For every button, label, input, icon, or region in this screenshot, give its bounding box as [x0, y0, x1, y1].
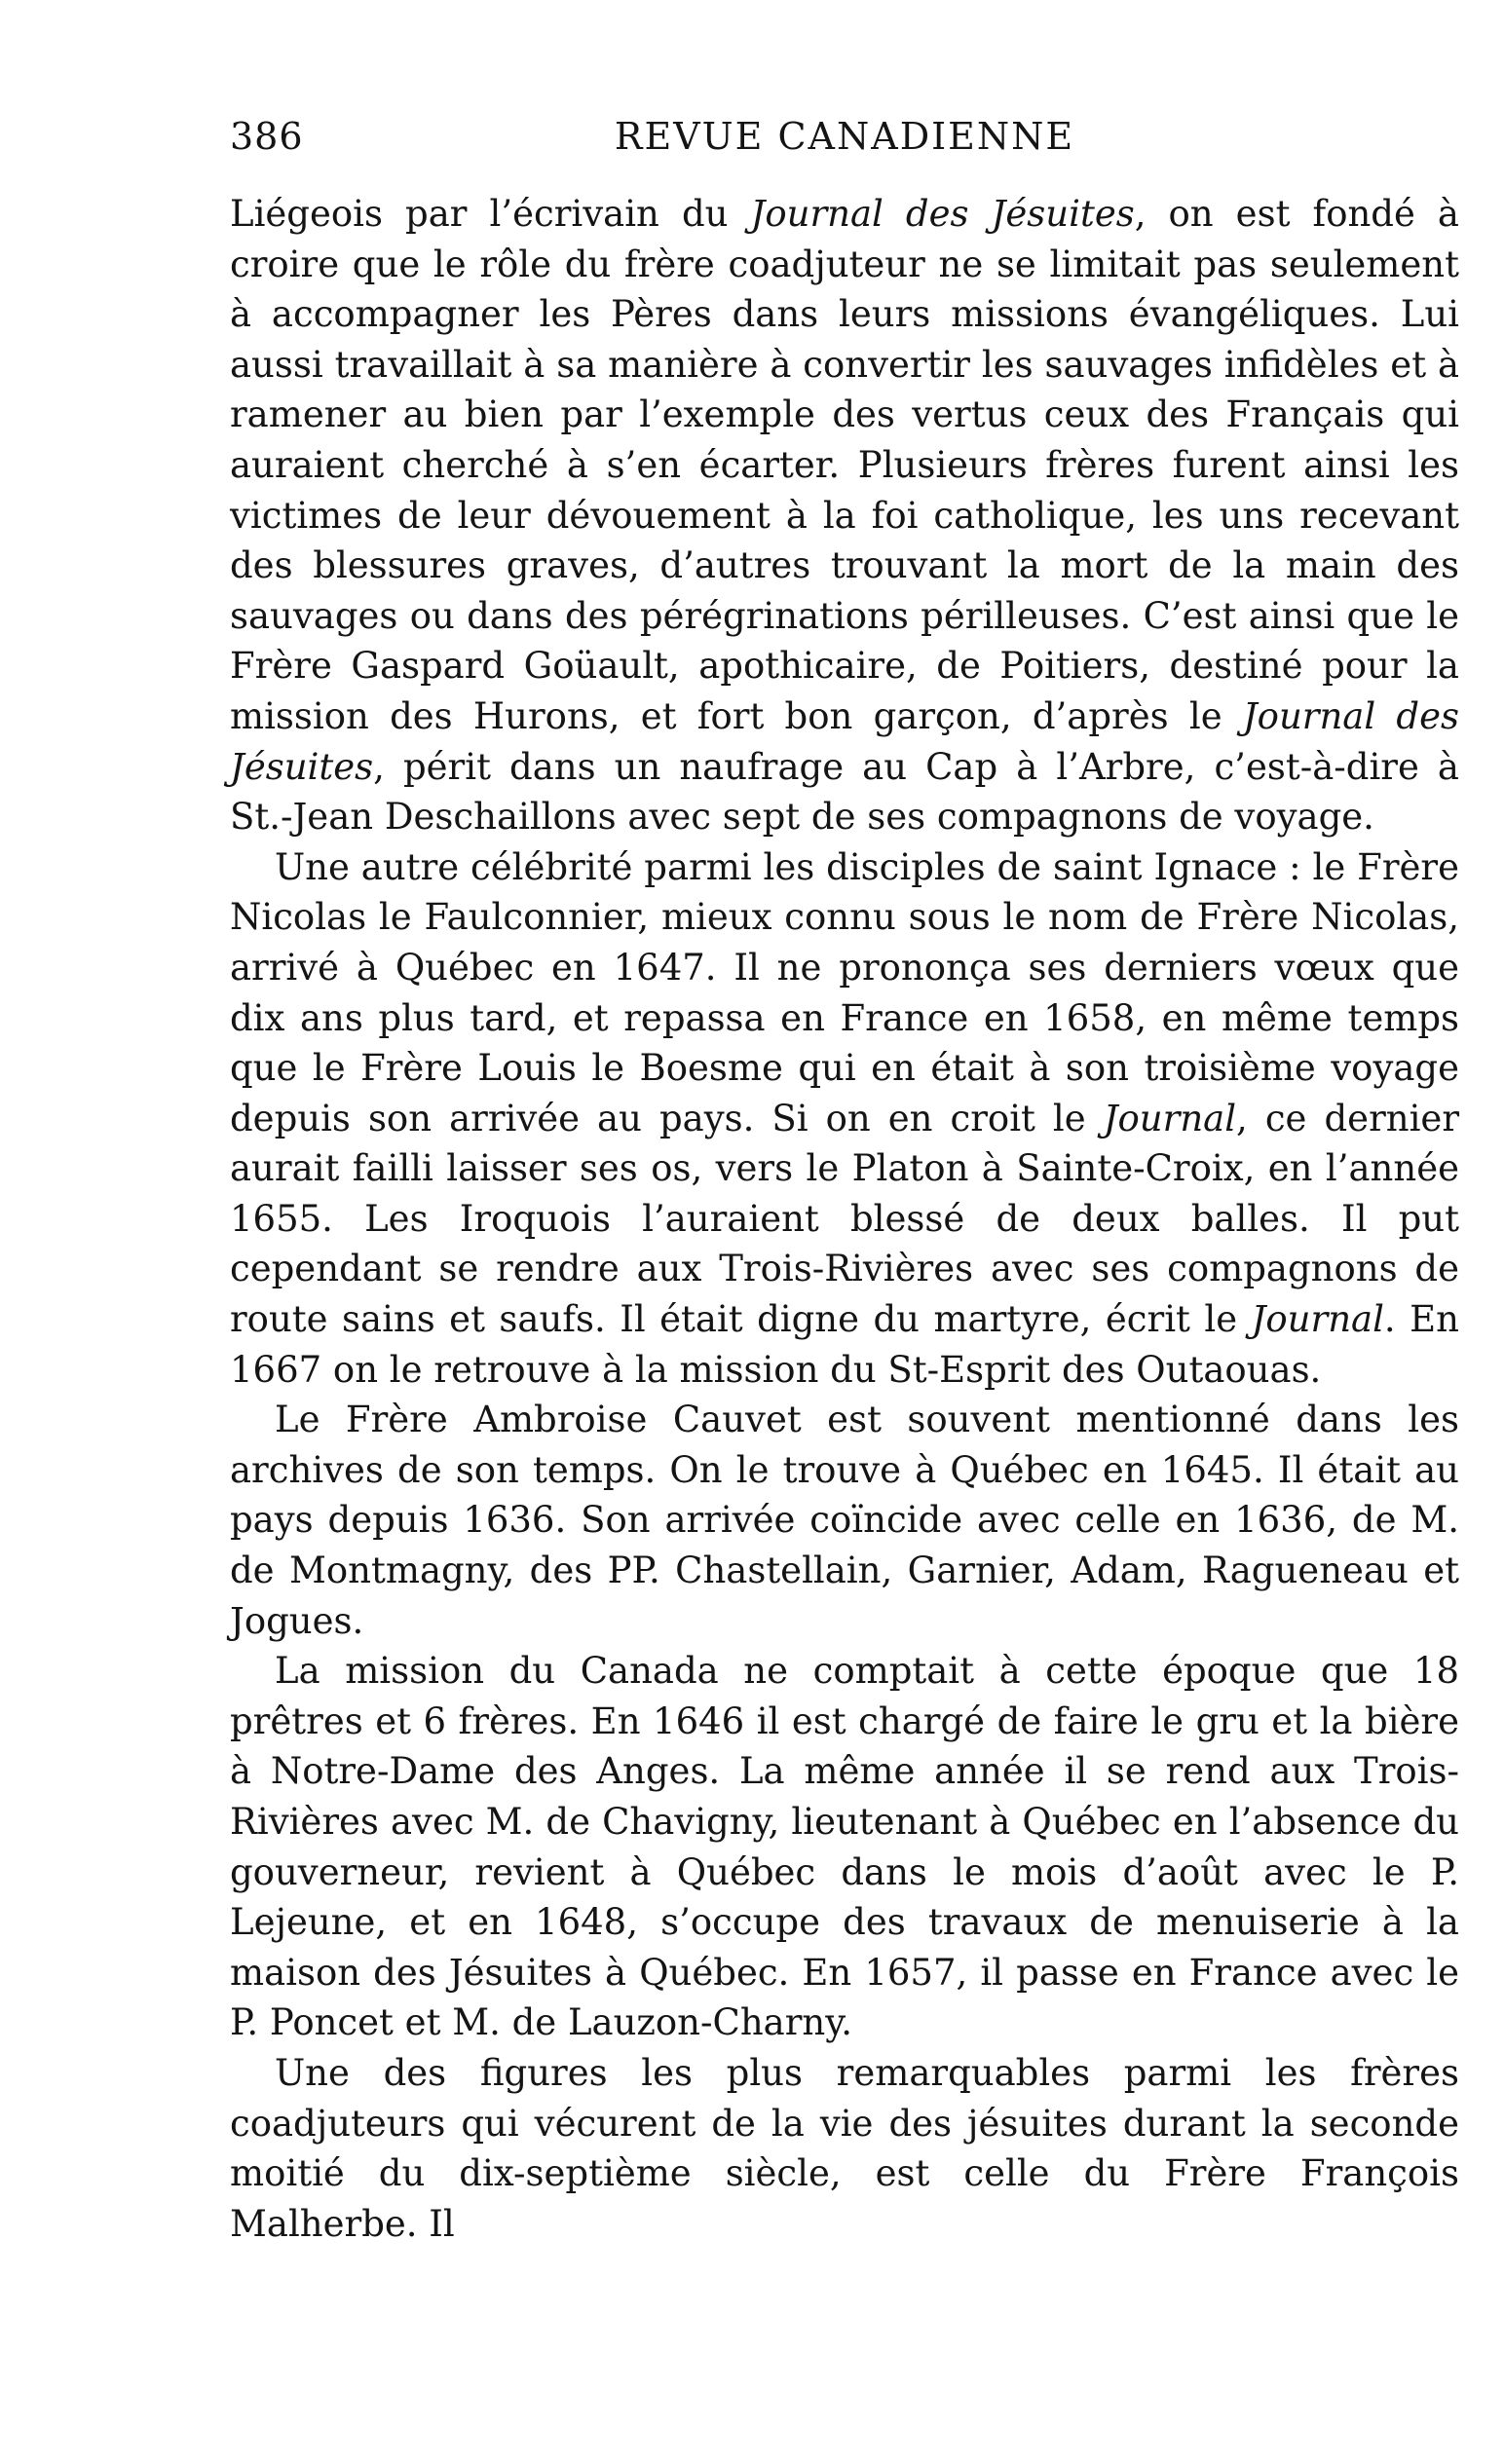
italic-title: Journal des Jésuites	[750, 193, 1135, 235]
paragraph-4: La mission du Canada ne comptait à cette époque que 18 prêtres et 6 frères. En 1646 il est chargé de faire le gru et la bière à Notre-Dame des Anges. La même année il se rend aux Trois-Rivières avec M. de Chavigny, lieutenant à Québec en l’absence du gouverneur, revient à Québec dans le mois d’août avec le P. Lejeune, et en 1648, s’occupe des travaux de menuiserie à la maison des Jésuites à Québec. En 1657, il passe en France avec le P. Poncet et M. de Lauzon-Charny.	[230, 1650, 1459, 2044]
body-text	[230, 189, 1459, 2249]
page-header	[230, 115, 1459, 173]
paragraph-3: Le Frère Ambroise Cauvet est souvent mentionné dans les archives de son temps. On le trouve à Québec en 1645. Il était au pays depuis 1636. Son arrivée coïncide avec celle en 1636, de M. de Montmagny, des PP. Chastellain, Garnier, Adam, Ragueneau et Jogues.	[230, 1399, 1459, 1642]
paragraph-5: Une des figures les plus remarquables parmi les frères coadjuteurs qui vécurent de la vie des jésuites durant la seconde moitié du dix-septième siècle, est celle du Frère François Malherbe. Il	[230, 2051, 1459, 2245]
running-title: REVUE CANADIENNE	[614, 115, 1075, 158]
page-number: 386	[230, 115, 304, 158]
paragraph-2: Une autre célébrité parmi les disciples de saint Ignace : le Frère Nicolas le Faulconnier, mieux connu sous le nom de Frère Nicolas, arrivé à Québec en 1647. Il ne prononça ses derniers vœux que dix ans plus tard, et repassa en France en 1658, en même temps que le Frère Louis le Boesme qui en était à son troisième voyage depuis son arrivée au pays. Si on en croit le Journal, ce dernier aurait failli laisser ses os, vers le Platon à Sainte-Croix, en l’année 1655. Les Iroquois l’auraient blessé de deux balles. Il put cependant se rendre aux Trois-Rivières avec ses compagnons de route sains et saufs. Il était digne du martyre, écrit le Journal. En 1667 on le retrouve à la mission du St-Esprit des Outaouas.	[230, 845, 1460, 1391]
italic-title: Journal des Jésuites	[230, 694, 1460, 788]
document-page	[230, 115, 1459, 2413]
paragraph-1: Liégeois par l’écrivain du Journal des Jésuites, on est fondé à croire que le rôle du frère coadjuteur ne se limitait pas seulement à accompagner les Pères dans leurs missions évangéliques. Lui aussi travaillait à sa manière à convertir les sauvages infidèles et à ramener au bien par l’exemple des vertus ceux des Français qui auraient cherché à s’en écarter. Plusieurs frères furent ainsi les victimes de leur dévouement à la foi catholique, les uns recevant des blessures graves, d’autres trouvant la mort de la main des sauvages ou dans des pérégrinations périlleuses. C’est ainsi que le Frère Gaspard Goüault, apothicaire, de Poitiers, destiné pour la mission des Hurons, et fort bon garçon, d’après le Journal des Jésuites, périt dans un naufrage au Cap à l’Arbre, c’est-à-dire à St.-Jean Deschaillons avec sept de ses compagnons de voyage.	[230, 193, 1460, 839]
italic-title: Journal	[1103, 1097, 1237, 1139]
italic-title: Journal	[1251, 1298, 1384, 1341]
